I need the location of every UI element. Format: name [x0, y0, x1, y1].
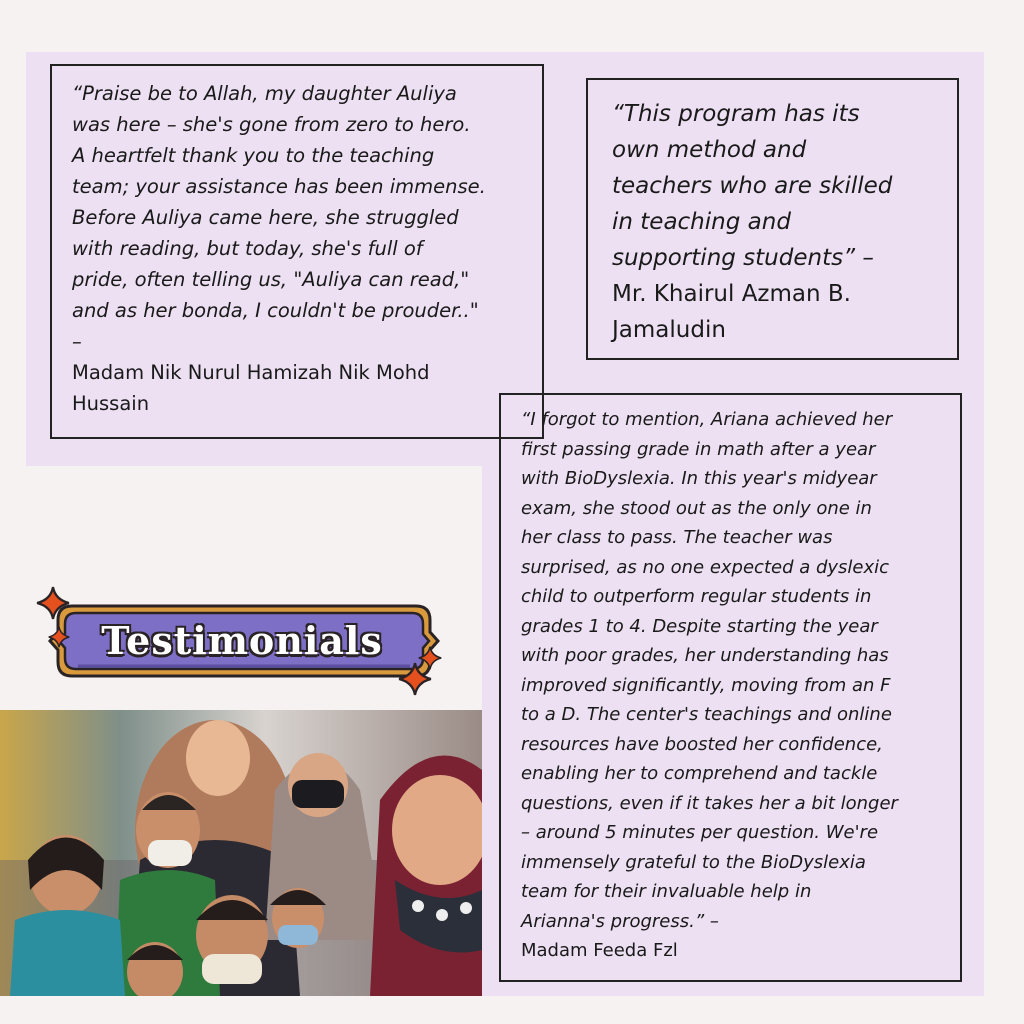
group-photo [0, 710, 482, 996]
testimonial-quote: “I forgot to mention, Ariana achieved her first passing grade in math after a year with BioDyslexia. In this year's midyear exam, she stood out as the only one in her class to pass. The teacher was surprised, as no one expected a dyslexic child to outperform regular students in grades 1 to 4. Despite starting the year with poor grades, her understanding has improved significantly, moving from an F to a D. The center's teachings and online resources have boosted her confidence, enabling her to comprehend and tackle questions, even if it takes her a bit longer – around 5 minutes per question. We're immensely grateful to the BioDyslexia team for their invaluable help in Arianna's progress.” – [521, 409, 898, 932]
banner-title: Testimonials [101, 618, 383, 663]
testimonial-author: Mr. Khairul Azman B. Jamaludin [612, 281, 851, 343]
testimonials-banner [44, 596, 440, 686]
testimonial-quote: “This program has its own method and teachers who are skilled in teaching and supporting students” – [612, 101, 893, 271]
testimonial-author: Madam Nik Nurul Hamizah Nik Mohd Hussain [72, 361, 430, 415]
testimonial-card-hamizah [50, 64, 544, 439]
testimonial-card-khairul [586, 78, 959, 360]
testimonial-author: Madam Feeda Fzl [521, 940, 678, 961]
testimonial-quote: “Praise be to Allah, my daughter Auliya was here – she's gone from zero to hero. A heartfelt thank you to the teaching team; your assistance has been immense. Before Auliya came here, she struggled with reading, but today, she's full of pride, often telling us, "Auliya can read," and as her bonda, I couldn't be prouder.." – [72, 82, 486, 353]
testimonial-card-feeda [499, 393, 962, 982]
